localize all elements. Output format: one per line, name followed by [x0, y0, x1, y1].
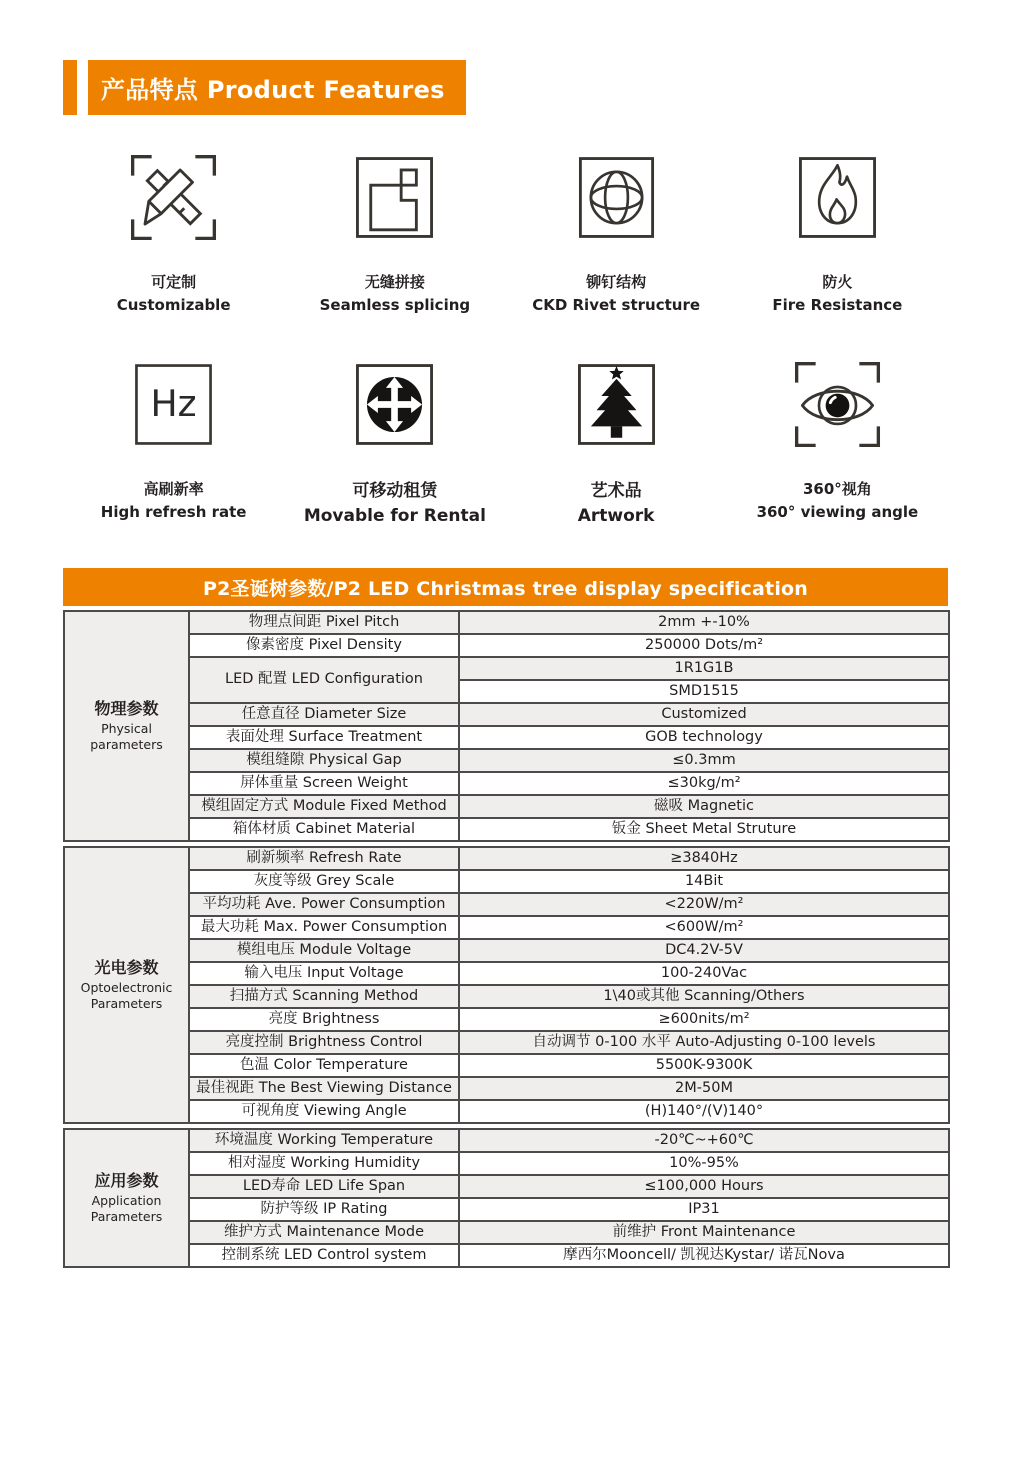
- spec-label: 相对湿度 Working Humidity: [189, 1152, 459, 1175]
- spec-label: 模组电压 Module Voltage: [189, 939, 459, 962]
- spec-label: 物理点间距 Pixel Pitch: [189, 611, 459, 634]
- page-header: [63, 60, 466, 115]
- feature-label-en: Fire Resistance: [772, 295, 903, 314]
- spec-value: 10%-95%: [459, 1152, 949, 1175]
- spec-value: ≤30kg/m²: [459, 772, 949, 795]
- feature-label-zh: 无缝拼接: [364, 273, 425, 291]
- spec-label: 控制系统 LED Control system: [189, 1244, 459, 1267]
- spec-value: <600W/m²: [459, 916, 949, 939]
- page-title: 产品特点 Product Features: [101, 76, 445, 104]
- feature-label-zh: 防火: [822, 273, 853, 291]
- spec-value: 1\40或其他 Scanning/Others: [459, 985, 949, 1008]
- section-title-en: Application Parameters: [90, 1193, 163, 1225]
- spec-section-application: [63, 1128, 950, 1268]
- feature-label-zh: 可移动租赁: [352, 481, 438, 501]
- spec-label: LED 配置 LED Configuration: [189, 657, 459, 703]
- section-title-en: Physical parameters: [90, 721, 163, 753]
- spec-value: GOB technology: [459, 726, 949, 749]
- spec-value: 钣金 Sheet Metal Struture: [459, 818, 949, 841]
- customizable-icon: [126, 150, 221, 245]
- spec-value: 100-240Vac: [459, 962, 949, 985]
- spec-value: ≤0.3mm: [459, 749, 949, 772]
- spec-value: <220W/m²: [459, 893, 949, 916]
- fire-resistance-icon: [790, 150, 885, 245]
- feature-seamless-splicing: [284, 150, 505, 315]
- feature-label-zh: 铆钉结构: [586, 273, 647, 291]
- spec-value: 自动调节 0-100 水平 Auto-Adjusting 0-100 levels: [459, 1031, 949, 1054]
- spec-label: 最大功耗 Max. Power Consumption: [189, 916, 459, 939]
- feature-ckd-rivet: [506, 150, 727, 315]
- spec-value: IP31: [459, 1198, 949, 1221]
- spec-value: Customized: [459, 703, 949, 726]
- feature-label-en: Artwork: [577, 506, 655, 527]
- seamless-splicing-icon: [347, 150, 442, 245]
- spec-label: 模组固定方式 Module Fixed Method: [189, 795, 459, 818]
- spec-label: 防护等级 IP Rating: [189, 1198, 459, 1221]
- spec-value: SMD1515: [459, 680, 949, 703]
- spec-label: 箱体材质 Cabinet Material: [189, 818, 459, 841]
- feature-label-en: 360° viewing angle: [756, 502, 919, 521]
- spec-value: 2M-50M: [459, 1077, 949, 1100]
- artwork-tree-icon: [569, 357, 664, 452]
- spec-section-optoelectronic: [63, 846, 950, 1124]
- spec-label: 表面处理 Surface Treatment: [189, 726, 459, 749]
- section-cell-optoelectronic: [64, 847, 189, 1123]
- spec-label: 像素密度 Pixel Density: [189, 634, 459, 657]
- spec-label: 刷新频率 Refresh Rate: [189, 847, 459, 870]
- spec-value: ≥3840Hz: [459, 847, 949, 870]
- spec-value: 摩西尔Mooncell/ 凯视达Kystar/ 诺瓦Nova: [459, 1244, 949, 1267]
- spec-value: (H)140°/(V)140°: [459, 1100, 949, 1123]
- feature-label-zh: 360°视角: [802, 480, 872, 498]
- spec-value: 1R1G1B: [459, 657, 949, 680]
- feature-fire-resistance: [727, 150, 948, 315]
- feature-viewing-angle: [727, 357, 948, 527]
- spec-label: 模组缝隙 Physical Gap: [189, 749, 459, 772]
- spec-label: LED寿命 LED Life Span: [189, 1175, 459, 1198]
- header-accent-bar: [63, 60, 77, 115]
- feature-label-zh: 艺术品: [590, 481, 642, 501]
- spec-value: 14Bit: [459, 870, 949, 893]
- spec-value: ≤100,000 Hours: [459, 1175, 949, 1198]
- movable-rental-icon: [347, 357, 442, 452]
- page-title-bar: [88, 60, 466, 115]
- spec-label: 色温 Color Temperature: [189, 1054, 459, 1077]
- spec-section-physical: [63, 610, 950, 842]
- spec-value: -20℃~+60℃: [459, 1129, 949, 1152]
- feature-high-refresh-rate: [63, 357, 284, 527]
- spec-label: 最佳视距 The Best Viewing Distance: [189, 1077, 459, 1100]
- spec-value: 250000 Dots/m²: [459, 634, 949, 657]
- spec-label: 扫描方式 Scanning Method: [189, 985, 459, 1008]
- section-title-en: Optoelectronic Parameters: [80, 980, 173, 1012]
- spec-table: [63, 568, 948, 1268]
- spec-value: 前维护 Front Maintenance: [459, 1221, 949, 1244]
- spec-value: 2mm +-10%: [459, 611, 949, 634]
- feature-label-en: Movable for Rental: [303, 506, 486, 527]
- ckd-rivet-icon: [569, 150, 664, 245]
- feature-label-en: Seamless splicing: [319, 295, 471, 314]
- feature-label-en: CKD Rivet structure: [532, 295, 701, 314]
- spec-label: 可视角度 Viewing Angle: [189, 1100, 459, 1123]
- spec-label: 亮度控制 Brightness Control: [189, 1031, 459, 1054]
- spec-value: DC4.2V-5V: [459, 939, 949, 962]
- viewing-angle-icon: [790, 357, 885, 452]
- high-refresh-rate-icon: [126, 357, 221, 452]
- section-cell-application: [64, 1129, 189, 1267]
- feature-customizable: [63, 150, 284, 315]
- feature-label-en: High refresh rate: [100, 502, 247, 521]
- spec-value: 磁吸 Magnetic: [459, 795, 949, 818]
- spec-label: 平均功耗 Ave. Power Consumption: [189, 893, 459, 916]
- spec-label: 灰度等级 Grey Scale: [189, 870, 459, 893]
- spec-label: 维护方式 Maintenance Mode: [189, 1221, 459, 1244]
- spec-table-title: P2圣诞树参数/P2 LED Christmas tree display specification: [63, 568, 948, 606]
- feature-label-zh: 可定制: [151, 273, 197, 291]
- section-title-zh: 应用参数: [94, 1171, 159, 1191]
- spec-value: 5500K-9300K: [459, 1054, 949, 1077]
- spec-value: ≥600nits/m²: [459, 1008, 949, 1031]
- spec-label: 环境温度 Working Temperature: [189, 1129, 459, 1152]
- spec-label: 输入电压 Input Voltage: [189, 962, 459, 985]
- section-title-zh: 光电参数: [94, 958, 159, 978]
- feature-label-zh: 高刷新率: [143, 480, 204, 498]
- svg-text:Hz: Hz: [150, 382, 197, 425]
- feature-movable-rental: [284, 357, 505, 527]
- spec-label: 屏体重量 Screen Weight: [189, 772, 459, 795]
- feature-label-en: Customizable: [116, 295, 231, 314]
- section-cell-physical: [64, 611, 189, 841]
- features-grid: [63, 150, 948, 527]
- spec-label: 亮度 Brightness: [189, 1008, 459, 1031]
- feature-artwork: [506, 357, 727, 527]
- spec-label: 任意直径 Diameter Size: [189, 703, 459, 726]
- section-title-zh: 物理参数: [94, 699, 159, 719]
